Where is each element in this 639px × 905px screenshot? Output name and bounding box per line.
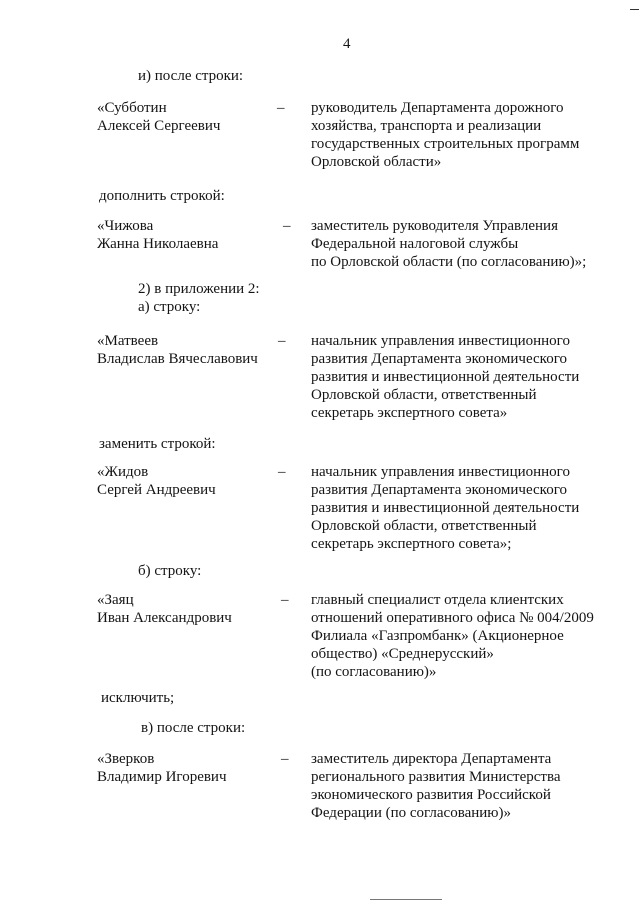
person-position: заместитель руководителя Управления Федеральной налоговой службы по Орловской области (по согласованию)»; [311, 218, 587, 270]
intro-replace-line: заменить строкой: [99, 436, 216, 452]
person-name: «Матвеев Владислав Вячеславович [97, 333, 258, 367]
person-name: «Субботин Алексей Сергеевич [97, 100, 221, 134]
dash: – [277, 100, 285, 116]
person-position: начальник управления инвестиционного развития Департамента экономического развития и инвестиционной деятельности Орловской области, ответственный секретарь экспертного совета» [311, 333, 580, 421]
person-position: заместитель директора Департамента регионального развития Министерства экономического развития Российской Федерации (по согласованию)» [311, 751, 561, 821]
dash: – [283, 218, 291, 234]
intro-appendix-2: 2) в приложении 2: а) строку: [138, 281, 260, 315]
person-name: «Зверков Владимир Игоревич [97, 751, 227, 785]
dash: – [278, 333, 286, 349]
person-name: «Чижова Жанна Николаевна [97, 218, 219, 252]
intro-after-line-i: и) после строки: [138, 68, 244, 84]
intro-exclude: исключить; [101, 690, 175, 706]
dash: – [281, 592, 289, 608]
page-number: 4 [343, 36, 351, 52]
person-position: начальник управления инвестиционного развития Департамента экономического развития и инвестиционной деятельности Орловской области, ответственный секретарь экспертного совета»; [311, 464, 580, 552]
person-name: «Жидов Сергей Андреевич [97, 464, 216, 498]
person-position: главный специалист отдела клиентских отношений оперативного офиса № 004/2009 Филиала «Газпромбанк» (Акционерное общество) «Среднерусский» (по согласованию)» [311, 592, 594, 680]
person-name: «Заяц Иван Александрович [97, 592, 232, 626]
dash: – [281, 751, 289, 767]
footer-rule [370, 899, 442, 900]
person-position: руководитель Департамента дорожного хозяйства, транспорта и реализации государственных строительных программ Орловской области» [311, 100, 580, 170]
intro-after-line-v: в) после строки: [141, 720, 246, 736]
intro-line-b: б) строку: [138, 563, 202, 579]
intro-add-line: дополнить строкой: [99, 188, 225, 204]
corner-scan-mark [630, 9, 639, 10]
dash: – [278, 464, 286, 480]
